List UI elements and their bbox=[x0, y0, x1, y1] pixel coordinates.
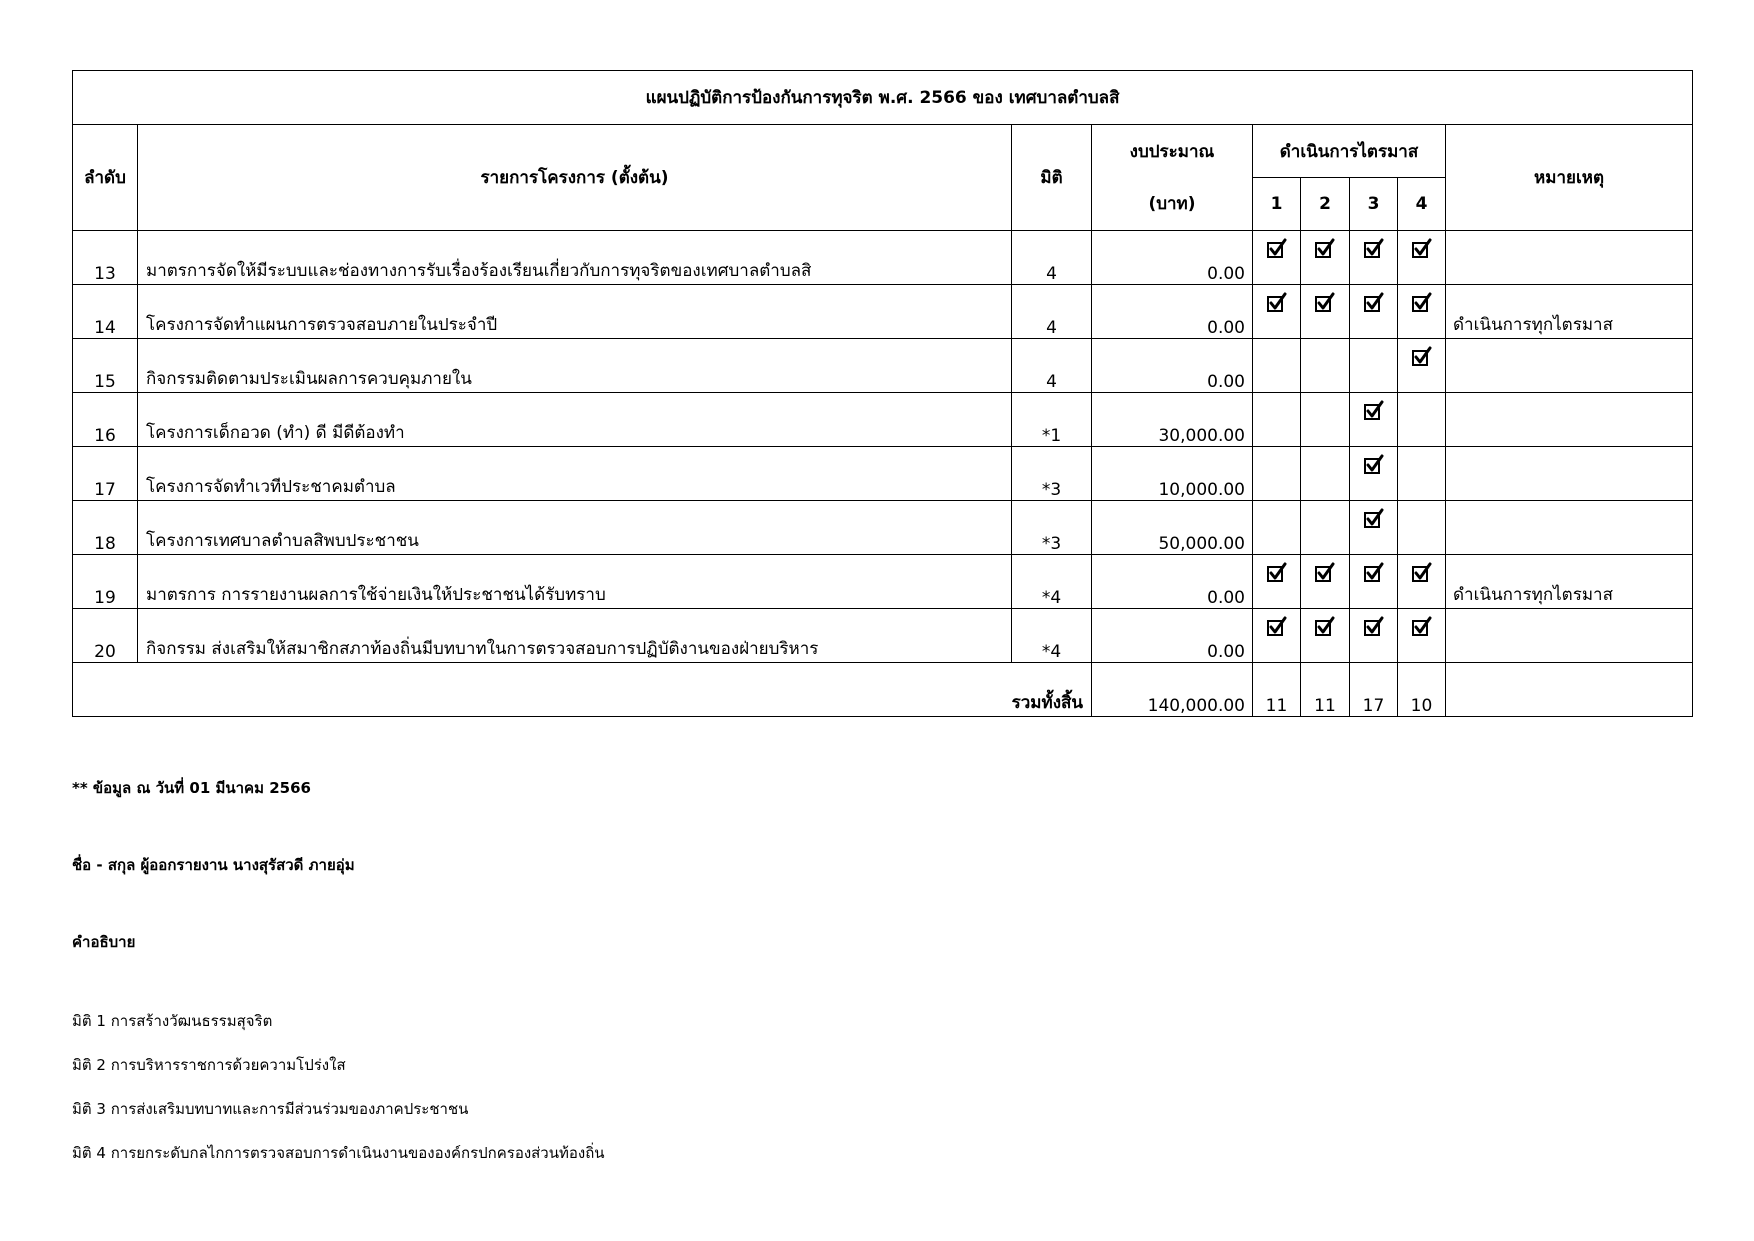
quarter-4-cell bbox=[1398, 393, 1446, 447]
project-note bbox=[1446, 231, 1693, 285]
table-row bbox=[73, 501, 1693, 555]
total-quarter-1: 11 bbox=[1253, 663, 1301, 717]
project-dimension: *3 bbox=[1012, 501, 1092, 555]
plan-table bbox=[72, 70, 1693, 717]
row-number: 14 bbox=[73, 285, 138, 339]
header-budget: งบประมาณ bbox=[1092, 125, 1253, 178]
project-dimension: 4 bbox=[1012, 339, 1092, 393]
project-note: ดำเนินการทุกไตรมาส bbox=[1446, 555, 1693, 609]
checkbox-checked-icon bbox=[1266, 292, 1288, 314]
quarter-1-cell bbox=[1253, 555, 1301, 609]
checkbox-checked-icon bbox=[1266, 562, 1288, 584]
project-budget: 50,000.00 bbox=[1092, 501, 1253, 555]
quarter-2-cell bbox=[1301, 609, 1350, 663]
project-budget: 0.00 bbox=[1092, 555, 1253, 609]
checkbox-checked-icon bbox=[1314, 292, 1336, 314]
checkbox-checked-icon bbox=[1363, 292, 1385, 314]
row-number: 19 bbox=[73, 555, 138, 609]
project-dimension: *4 bbox=[1012, 555, 1092, 609]
quarter-3-cell bbox=[1350, 231, 1398, 285]
project-budget: 0.00 bbox=[1092, 609, 1253, 663]
project-budget: 0.00 bbox=[1092, 231, 1253, 285]
header-quarters: ดำเนินการไตรมาส bbox=[1253, 125, 1446, 178]
total-label: รวมทั้งสิ้น bbox=[73, 663, 1092, 717]
header-order: ลำดับ bbox=[73, 125, 138, 231]
quarter-3-cell bbox=[1350, 555, 1398, 609]
project-note: ดำเนินการทุกไตรมาส bbox=[1446, 285, 1693, 339]
header-budget-unit: (บาท) bbox=[1092, 178, 1253, 231]
checkbox-checked-icon bbox=[1314, 238, 1336, 260]
quarter-4-cell bbox=[1398, 339, 1446, 393]
data-date-note: ** ข้อมูล ณ วันที่ 01 มีนาคม 2566 bbox=[72, 779, 311, 797]
quarter-1-cell bbox=[1253, 447, 1301, 501]
checkbox-checked-icon bbox=[1314, 562, 1336, 584]
header-note: หมายเหตุ bbox=[1446, 125, 1693, 231]
table-row bbox=[73, 609, 1693, 663]
quarter-2-cell bbox=[1301, 285, 1350, 339]
quarter-3-cell bbox=[1350, 339, 1398, 393]
project-note bbox=[1446, 339, 1693, 393]
project-note bbox=[1446, 501, 1693, 555]
checkbox-checked-icon bbox=[1266, 238, 1288, 260]
quarter-2-cell bbox=[1301, 501, 1350, 555]
checkbox-checked-icon bbox=[1363, 562, 1385, 584]
project-budget: 10,000.00 bbox=[1092, 447, 1253, 501]
total-quarter-4: 10 bbox=[1398, 663, 1446, 717]
total-quarter-2: 11 bbox=[1301, 663, 1350, 717]
project-note bbox=[1446, 609, 1693, 663]
table-title: แผนปฏิบัติการป้องกันการทุจริต พ.ศ. 2566 ของ เทศบาลตำบลสิ bbox=[73, 71, 1693, 125]
project-budget: 0.00 bbox=[1092, 339, 1253, 393]
checkbox-checked-icon bbox=[1363, 238, 1385, 260]
row-number: 20 bbox=[73, 609, 138, 663]
legend-item-dimension-3: มิติ 3 การส่งเสริมบทบาทและการมีส่วนร่วมของภาคประชาชน bbox=[72, 1100, 469, 1118]
table-row bbox=[73, 447, 1693, 501]
quarter-4-cell bbox=[1398, 231, 1446, 285]
header-quarter-4: 4 bbox=[1398, 178, 1446, 231]
checkbox-checked-icon bbox=[1411, 292, 1433, 314]
checkbox-checked-icon bbox=[1363, 400, 1385, 422]
quarter-2-cell bbox=[1301, 447, 1350, 501]
quarter-3-cell bbox=[1350, 285, 1398, 339]
quarter-4-cell bbox=[1398, 609, 1446, 663]
row-number: 13 bbox=[73, 231, 138, 285]
project-name: กิจกรรมติดตามประเมินผลการควบคุมภายใน bbox=[138, 339, 1012, 393]
project-budget: 30,000.00 bbox=[1092, 393, 1253, 447]
project-name: มาตรการ การรายงานผลการใช้จ่ายเงินให้ประชาชนได้รับทราบ bbox=[138, 555, 1012, 609]
checkbox-checked-icon bbox=[1411, 346, 1433, 368]
project-dimension: *3 bbox=[1012, 447, 1092, 501]
quarter-4-cell bbox=[1398, 447, 1446, 501]
quarter-1-cell bbox=[1253, 501, 1301, 555]
total-budget: 140,000.00 bbox=[1092, 663, 1253, 717]
quarter-1-cell bbox=[1253, 231, 1301, 285]
header-quarter-1: 1 bbox=[1253, 178, 1301, 231]
project-name: มาตรการจัดให้มีระบบและช่องทางการรับเรื่องร้องเรียนเกี่ยวกับการทุจริตของเทศบาลตำบลสิ bbox=[138, 231, 1012, 285]
project-name: โครงการจัดทำเวทีประชาคมตำบล bbox=[138, 447, 1012, 501]
legend-item-dimension-2: มิติ 2 การบริหารราชการด้วยความโปร่งใส bbox=[72, 1056, 346, 1074]
quarter-1-cell bbox=[1253, 609, 1301, 663]
header-quarter-3: 3 bbox=[1350, 178, 1398, 231]
table-body bbox=[73, 231, 1693, 663]
table-row bbox=[73, 285, 1693, 339]
project-name: กิจกรรม ส่งเสริมให้สมาชิกสภาท้องถิ่นมีบทบาทในการตรวจสอบการปฏิบัติงานของฝ่ายบริหาร bbox=[138, 609, 1012, 663]
row-number: 16 bbox=[73, 393, 138, 447]
project-dimension: 4 bbox=[1012, 285, 1092, 339]
checkbox-checked-icon bbox=[1411, 562, 1433, 584]
quarter-3-cell bbox=[1350, 609, 1398, 663]
plan-table-wrapper bbox=[72, 70, 1692, 717]
project-name: โครงการเด็กอวด (ทำ) ดี มีดีต้องทำ bbox=[138, 393, 1012, 447]
project-note bbox=[1446, 393, 1693, 447]
checkbox-checked-icon bbox=[1363, 454, 1385, 476]
checkbox-checked-icon bbox=[1266, 616, 1288, 638]
table-row bbox=[73, 339, 1693, 393]
checkbox-checked-icon bbox=[1363, 616, 1385, 638]
quarter-2-cell bbox=[1301, 231, 1350, 285]
row-number: 15 bbox=[73, 339, 138, 393]
checkbox-checked-icon bbox=[1411, 616, 1433, 638]
total-quarter-3: 17 bbox=[1350, 663, 1398, 717]
quarter-1-cell bbox=[1253, 285, 1301, 339]
quarter-2-cell bbox=[1301, 555, 1350, 609]
legend-title: คำอธิบาย bbox=[72, 933, 136, 951]
table-row bbox=[73, 555, 1693, 609]
quarter-4-cell bbox=[1398, 555, 1446, 609]
header-dimension: มิติ bbox=[1012, 125, 1092, 231]
table-row bbox=[73, 393, 1693, 447]
reporter-name: ชื่อ - สกุล ผู้ออกรายงาน นางสุรัสวดี ภายอุ่ม bbox=[72, 856, 355, 874]
header-quarter-2: 2 bbox=[1301, 178, 1350, 231]
quarter-1-cell bbox=[1253, 339, 1301, 393]
row-number: 18 bbox=[73, 501, 138, 555]
quarter-4-cell bbox=[1398, 501, 1446, 555]
total-note bbox=[1446, 663, 1693, 717]
checkbox-checked-icon bbox=[1314, 616, 1336, 638]
quarter-4-cell bbox=[1398, 285, 1446, 339]
quarter-3-cell bbox=[1350, 501, 1398, 555]
project-dimension: 4 bbox=[1012, 231, 1092, 285]
row-number: 17 bbox=[73, 447, 138, 501]
checkbox-checked-icon bbox=[1363, 508, 1385, 530]
legend-item-dimension-1: มิติ 1 การสร้างวัฒนธรรมสุจริต bbox=[72, 1012, 273, 1030]
project-name: โครงการจัดทำแผนการตรวจสอบภายในประจำปี bbox=[138, 285, 1012, 339]
project-dimension: *1 bbox=[1012, 393, 1092, 447]
table-row bbox=[73, 231, 1693, 285]
project-note bbox=[1446, 447, 1693, 501]
project-budget: 0.00 bbox=[1092, 285, 1253, 339]
project-dimension: *4 bbox=[1012, 609, 1092, 663]
header-project: รายการโครงการ (ตั้งต้น) bbox=[138, 125, 1012, 231]
quarter-1-cell bbox=[1253, 393, 1301, 447]
project-name: โครงการเทศบาลตำบลสิพบประชาชน bbox=[138, 501, 1012, 555]
checkbox-checked-icon bbox=[1411, 238, 1433, 260]
quarter-2-cell bbox=[1301, 339, 1350, 393]
quarter-2-cell bbox=[1301, 393, 1350, 447]
quarter-3-cell bbox=[1350, 393, 1398, 447]
quarter-3-cell bbox=[1350, 447, 1398, 501]
legend-item-dimension-4: มิติ 4 การยกระดับกลไกการตรวจสอบการดำเนินงานขององค์กรปกครองส่วนท้องถิ่น bbox=[72, 1144, 605, 1162]
